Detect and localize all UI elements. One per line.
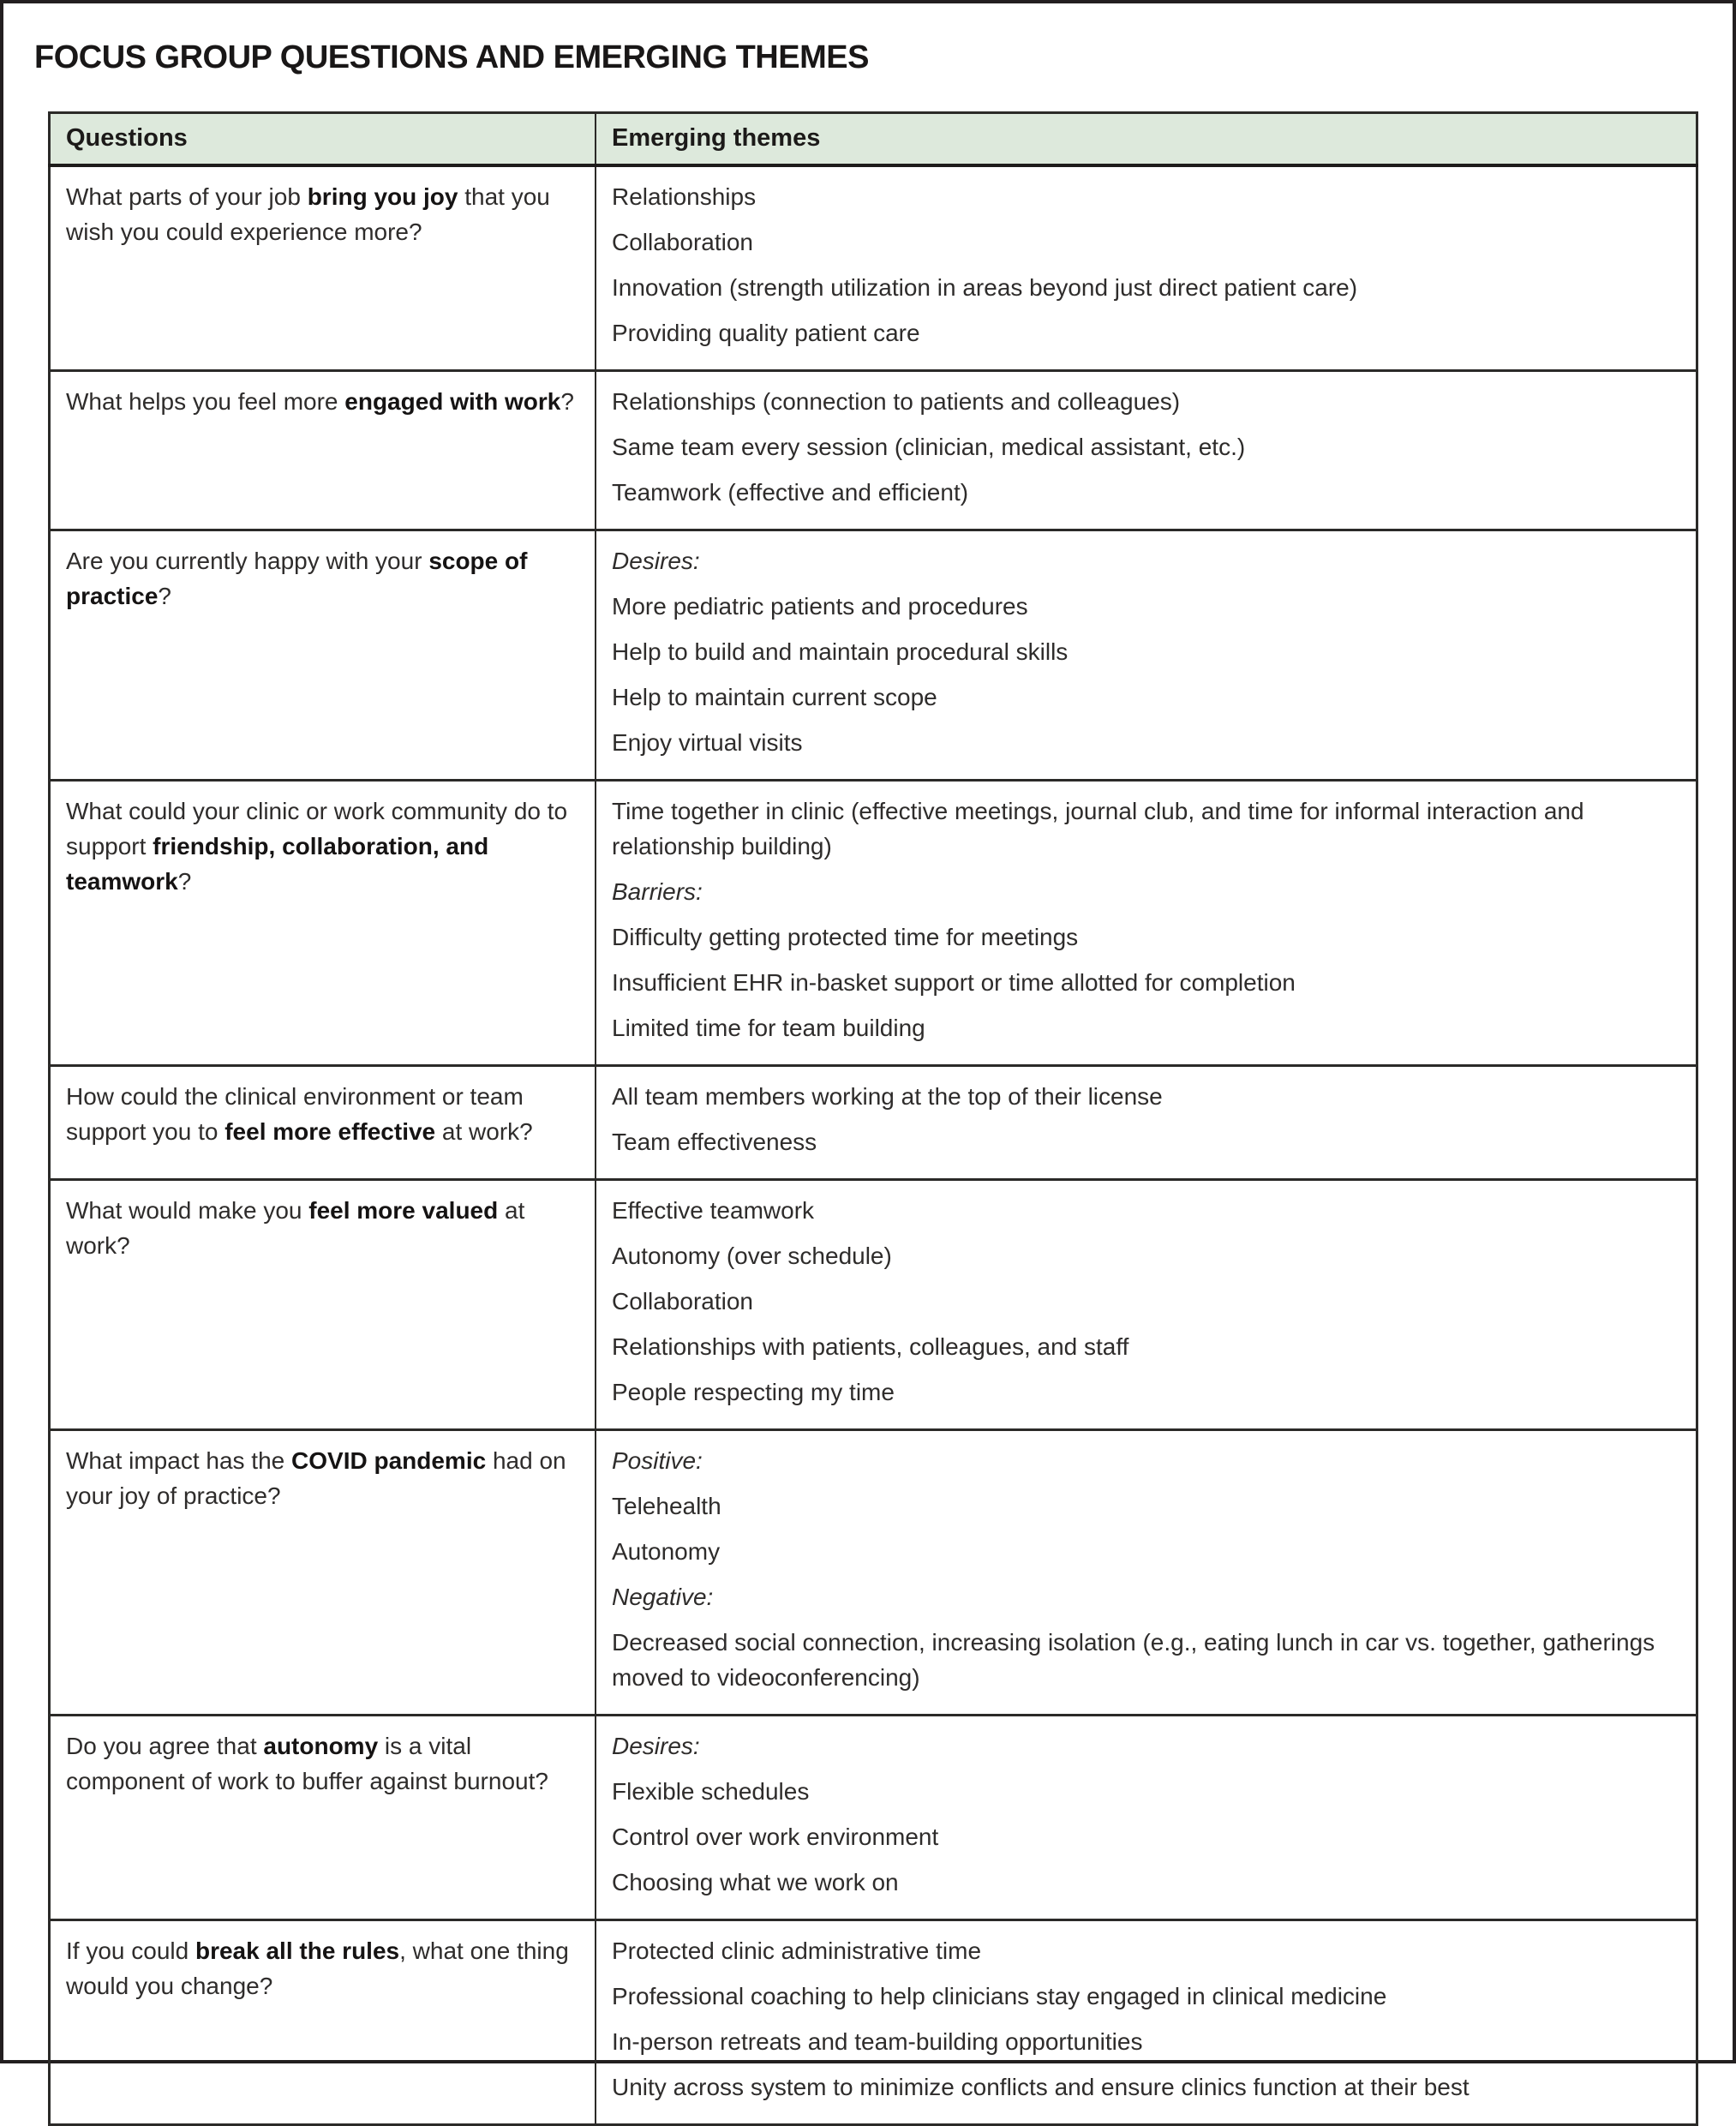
theme-item: Autonomy (over schedule)	[612, 1242, 892, 1269]
theme-item: Relationships with patients, colleagues, and staff	[612, 1332, 1129, 1360]
question-text: ?	[177, 867, 192, 895]
question-cell	[50, 165, 596, 371]
table-header	[50, 112, 1697, 165]
focus-group-table	[48, 111, 1698, 2126]
question-text: What could your clinic or work community do to support	[66, 797, 568, 859]
question-text: that you wish you could experience more?	[66, 183, 550, 245]
themes-cell	[596, 1179, 1697, 1429]
theme-category-label: Negative:	[612, 1583, 714, 1610]
theme-item: All team members working at the top of their license	[612, 1082, 1163, 1110]
question-text: What impact has the	[66, 1446, 292, 1474]
themes-cell	[596, 1429, 1697, 1715]
themes-cell	[596, 1065, 1697, 1179]
question-cell	[50, 1065, 596, 1179]
theme-category-label: Barriers:	[612, 877, 703, 905]
theme-item: Protected clinic administrative time	[612, 1937, 982, 1964]
theme-item: Innovation (strength utilization in areas beyond just direct patient care)	[612, 273, 1358, 301]
question-bold-text: bring you joy	[307, 183, 458, 210]
theme-item: Collaboration	[612, 228, 753, 255]
theme-item: Relationships	[612, 183, 757, 210]
question-cell	[50, 780, 596, 1065]
question-bold-text: feel more effective	[224, 1117, 436, 1145]
question-bold-text: friendship, collaboration, and teamwork	[66, 832, 489, 895]
question-text: What helps you feel more	[66, 387, 345, 415]
question-text: How could the clinical environment or team support you to	[66, 1082, 524, 1145]
theme-item: Team effectiveness	[612, 1128, 817, 1155]
table-row	[50, 780, 1697, 1065]
question-cell	[50, 1429, 596, 1715]
theme-item: Help to build and maintain procedural skills	[612, 638, 1069, 665]
question-bold-text: break all the rules	[195, 1937, 400, 1964]
theme-item: Insufficient EHR in-basket support or time allotted for completion	[612, 968, 1296, 996]
theme-item: Enjoy virtual visits	[612, 728, 803, 756]
question-cell	[50, 530, 596, 780]
theme-item: Professional coaching to help clinicians stay engaged in clinical medicine	[612, 1982, 1387, 2009]
table-row	[50, 530, 1697, 780]
theme-item: Choosing what we work on	[612, 1868, 899, 1895]
theme-category-label: Desires:	[612, 1732, 700, 1759]
theme-item: Limited time for team building	[612, 1014, 925, 1041]
table-body	[50, 165, 1697, 2125]
header-row	[50, 112, 1697, 165]
question-text: What parts of your job	[66, 183, 308, 210]
themes-cell	[596, 1919, 1697, 2124]
theme-item: Difficulty getting protected time for meetings	[612, 923, 1079, 950]
theme-item: Control over work environment	[612, 1823, 939, 1850]
themes-cell	[596, 530, 1697, 780]
question-text: Do you agree that	[66, 1732, 264, 1759]
theme-item: Providing quality patient care	[612, 319, 920, 346]
theme-item: Telehealth	[612, 1492, 721, 1519]
theme-category-label: Positive:	[612, 1446, 703, 1474]
question-bold-text: feel more valued	[308, 1196, 499, 1224]
table-row	[50, 1429, 1697, 1715]
question-bold-text: COVID pandemic	[291, 1446, 487, 1474]
theme-item: Unity across system to minimize conflicts and ensure clinics function at their best	[612, 2073, 1470, 2100]
question-bold-text: autonomy	[263, 1732, 379, 1759]
question-text: Are you currently happy with your	[66, 547, 429, 574]
question-cell	[50, 370, 596, 530]
theme-item: More pediatric patients and procedures	[612, 592, 1028, 620]
table-row	[50, 370, 1697, 530]
theme-item: Teamwork (effective and efficient)	[612, 478, 969, 506]
question-text: at work?	[66, 1196, 525, 1259]
theme-item: Flexible schedules	[612, 1777, 810, 1805]
page-title: FOCUS GROUP QUESTIONS AND EMERGING THEMES	[34, 39, 869, 75]
column-header-emerging-themes: Emerging themes	[596, 112, 1697, 165]
question-text: ?	[158, 582, 171, 609]
question-text: had on your joy of practice?	[66, 1446, 566, 1509]
question-cell	[50, 1919, 596, 2124]
question-bold-text: scope of practice	[66, 547, 528, 609]
question-cell	[50, 1715, 596, 1919]
theme-item: Help to maintain current scope	[612, 683, 937, 710]
question-text: at work?	[435, 1117, 533, 1145]
question-cell	[50, 1179, 596, 1429]
theme-item: Time together in clinic (effective meetings, journal club, and time for informal interaction and relationship building)	[612, 797, 1584, 859]
theme-item: Collaboration	[612, 1287, 753, 1315]
question-text: What would make you	[66, 1196, 309, 1224]
theme-item: Decreased social connection, increasing isolation (e.g., eating lunch in car vs. together, gatherings moved to videoconferencing)	[612, 1628, 1655, 1691]
themes-cell	[596, 1715, 1697, 1919]
theme-item: People respecting my time	[612, 1378, 895, 1405]
question-text: , what one thing would you change?	[66, 1937, 569, 1999]
table-row	[50, 1919, 1697, 2124]
table-row	[50, 1179, 1697, 1429]
table-row	[50, 1715, 1697, 1919]
theme-category-label: Desires:	[612, 547, 700, 574]
theme-item: In-person retreats and team-building opportunities	[612, 2027, 1143, 2055]
themes-cell	[596, 370, 1697, 530]
table-row	[50, 1065, 1697, 1179]
theme-item: Relationships (connection to patients and colleagues)	[612, 387, 1181, 415]
themes-cell	[596, 780, 1697, 1065]
question-text: is a vital component of work to buffer against burnout?	[66, 1732, 548, 1794]
column-header-questions: Questions	[50, 112, 596, 165]
question-text: ?	[560, 387, 574, 415]
table-row	[50, 165, 1697, 371]
theme-item: Effective teamwork	[612, 1196, 815, 1224]
question-text: If you could	[66, 1937, 195, 1964]
theme-item: Same team every session (clinician, medical assistant, etc.)	[612, 433, 1246, 460]
theme-item: Autonomy	[612, 1537, 721, 1565]
themes-cell	[596, 165, 1697, 371]
question-bold-text: engaged with work	[344, 387, 561, 415]
